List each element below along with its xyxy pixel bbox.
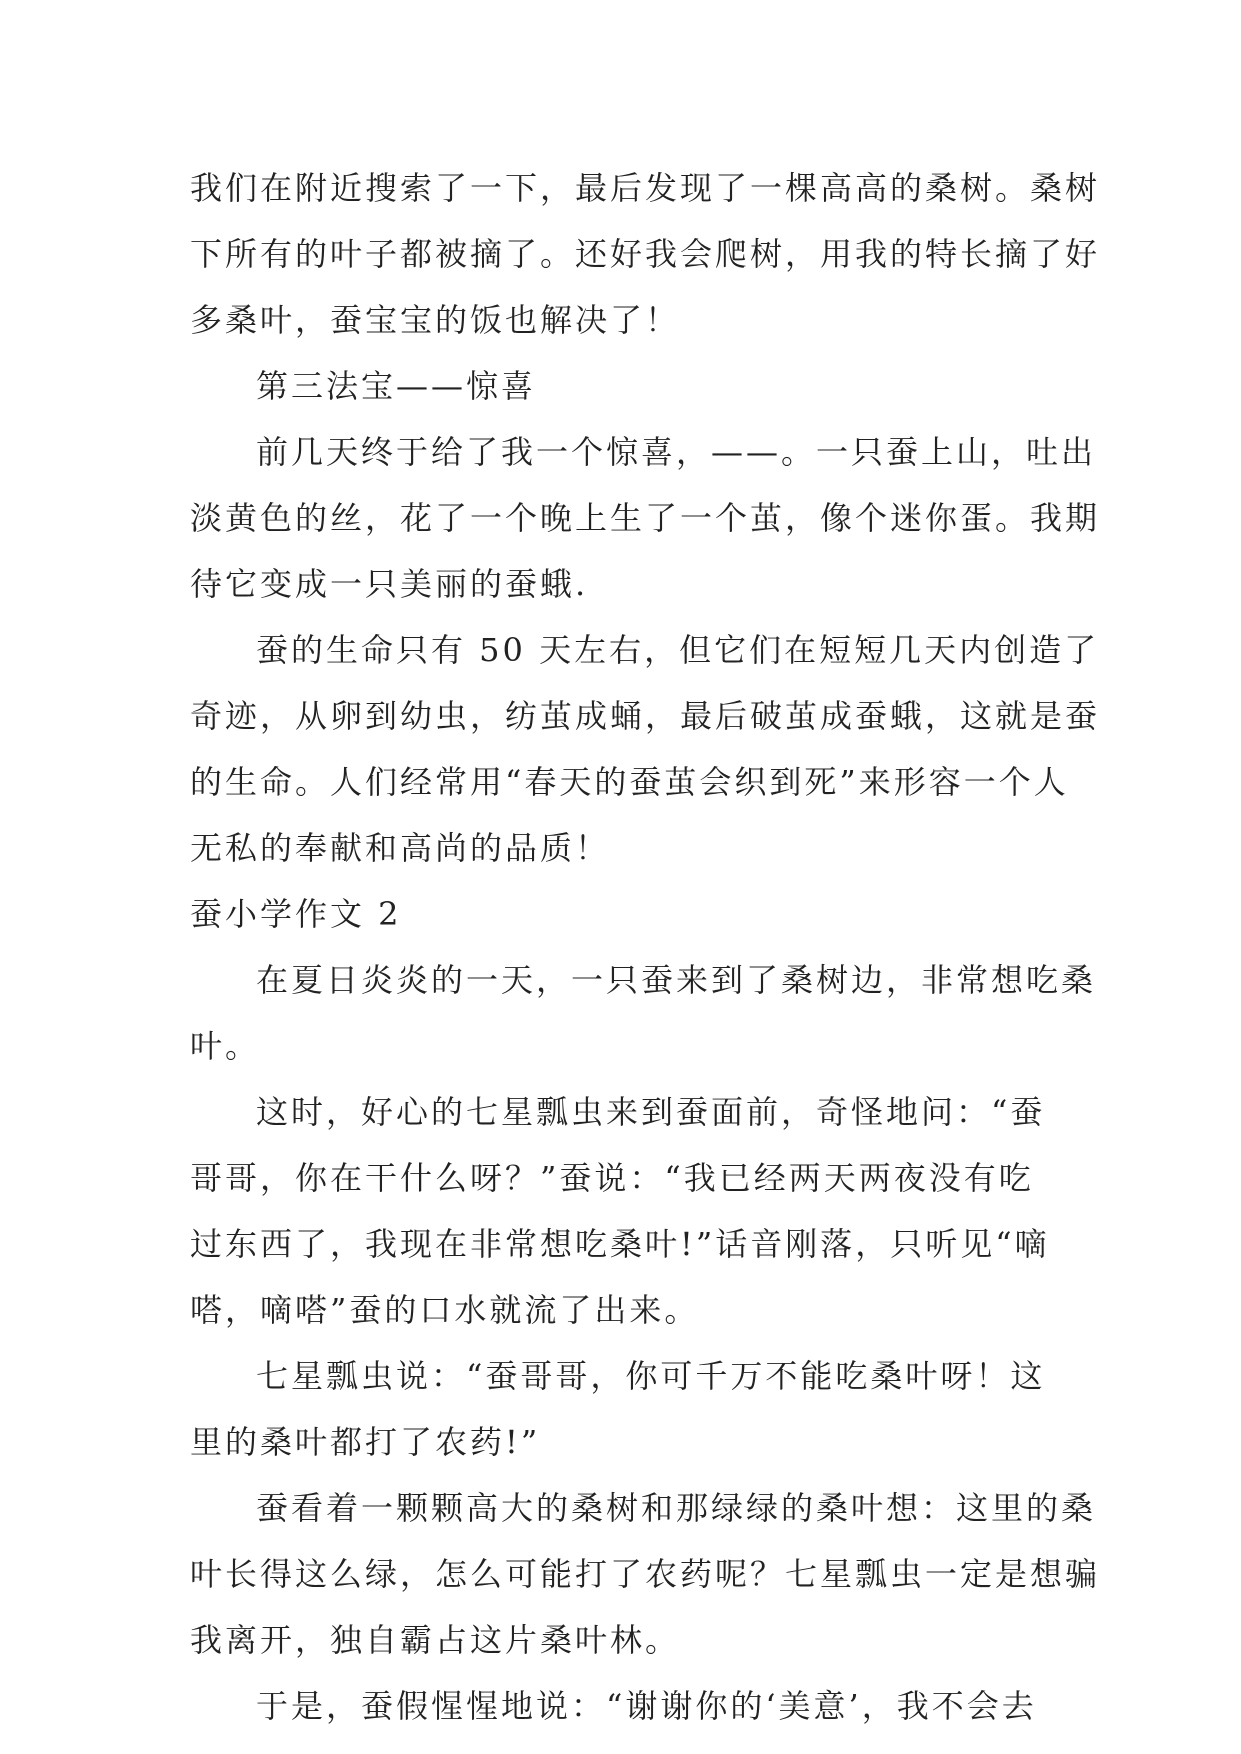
text-line: 里的桑叶都打了农药!” [190, 1423, 541, 1461]
document-page [190, 155, 1101, 1739]
text-line: 无私的奉献和高尚的品质！ [190, 829, 611, 867]
text-line: 淡黄色的丝，花了一个晚上生了一个茧，像个迷你蛋。我期 [190, 499, 1101, 537]
text-line: 叶长得这么绿，怎么可能打了农药呢？七星瓢虫一定是想骗 [190, 1555, 1101, 1593]
text-line: 叶。 [190, 1027, 261, 1065]
text-line: 我们在附近搜索了一下，最后发现了一棵高高的桑树。桑树 [190, 169, 1101, 207]
text-line: 哥哥，你在干什么呀？”蚕说：“我已经两天两夜没有吃 [190, 1159, 1034, 1197]
text-line: 的生命。人们经常用“春天的蚕茧会织到死”来形容一个人 [190, 763, 1069, 801]
text-line: 多桑叶，蚕宝宝的饭也解决了！ [190, 301, 681, 339]
text-line: 于是，蚕假惺惺地说：“谢谢你的‘美意’，我不会去 [256, 1687, 1037, 1725]
text-line: 蚕看着一颗颗高大的桑树和那绿绿的桑叶想：这里的桑 [256, 1489, 1097, 1527]
text-line: 七星瓢虫说：“蚕哥哥，你可千万不能吃桑叶呀！这 [256, 1357, 1046, 1395]
text-line: 下所有的叶子都被摘了。还好我会爬树，用我的特长摘了好 [190, 235, 1101, 273]
text-line: 奇迹，从卵到幼虫，纺茧成蛹，最后破茧成蚕蛾，这就是蚕 [190, 697, 1101, 735]
text-line: 嗒，嘀嗒”蚕的口水就流了出来。 [190, 1291, 700, 1329]
text-line: 前几天终于给了我一个惊喜，——。一只蚕上山，吐出 [256, 433, 1097, 471]
text-line: 蚕的生命只有 50 天左右，但它们在短短几天内创造了 [256, 631, 1100, 669]
text-line: 在夏日炎炎的一天，一只蚕来到了桑树边，非常想吃桑 [256, 961, 1097, 999]
text-line: 过东西了，我现在非常想吃桑叶!”话音刚落，只听见“嘀 [190, 1225, 1050, 1263]
essay-title: 蚕小学作文 2 [190, 895, 402, 933]
text-line: 我离开，独自霸占这片桑叶林。 [190, 1621, 681, 1659]
text-line: 这时，好心的七星瓢虫来到蚕面前，奇怪地问：“蚕 [256, 1093, 1046, 1131]
section-heading: 第三法宝——惊喜 [256, 367, 537, 405]
text-line: 待它变成一只美丽的蚕蛾. [190, 565, 589, 603]
